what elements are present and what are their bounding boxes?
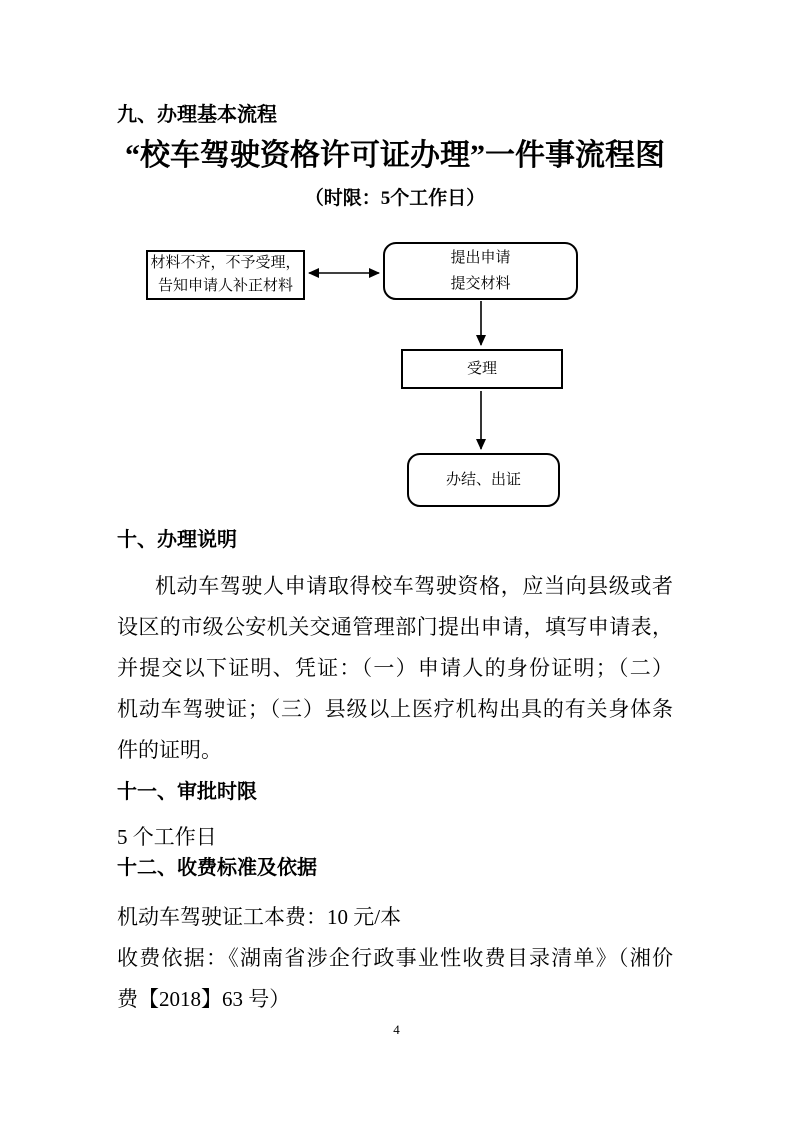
flow-node-reject <box>146 250 305 300</box>
flow-node-finish <box>407 453 560 507</box>
paragraph-line: 并提交以下证明、凭证：（一）申请人的身份证明；（二） <box>117 656 673 680</box>
processing-paragraph <box>117 566 673 771</box>
section-9-heading: 九、办理基本流程 <box>117 104 277 126</box>
paragraph-line: 设区的市级公安机关交通管理部门提出申请，填写申请表， <box>117 615 673 639</box>
fee-amount-line: 机动车驾驶证工本费：10 元/本 <box>117 905 402 929</box>
paragraph-line: 件的证明。 <box>117 738 222 762</box>
flow-node-apply <box>383 242 578 300</box>
flow-node-finish-label: 办结、出证 <box>445 471 521 488</box>
flow-node-reject-line2: 告知申请人补正材料 <box>157 278 293 294</box>
flowchart-time-limit: （时限：5个工作日） <box>304 188 486 209</box>
fee-basis-line: 收费依据：《湖南省涉企行政事业性收费目录清单》（湘价 <box>117 946 673 970</box>
page-number: 4 <box>393 1022 400 1037</box>
flow-node-accept <box>401 349 563 389</box>
fee-basis-line: 费【2018】63 号） <box>117 987 291 1011</box>
approval-duration: 5 个工作日 <box>117 825 217 849</box>
flowchart-title: “校车驾驶资格许可证办理”一件事流程图 <box>125 139 665 172</box>
section-12-heading: 十二、收费标准及依据 <box>117 857 317 879</box>
paragraph-line: 机动车驾驶证；（三）县级以上医疗机构出具的有关身体条 <box>117 697 673 721</box>
flow-node-accept-label: 受理 <box>466 360 497 377</box>
flow-node-apply-line2: 提交材料 <box>450 276 511 292</box>
flow-node-apply-line1: 提出申请 <box>450 250 511 266</box>
paragraph-line: 机动车驾驶人申请取得校车驾驶资格，应当向县级或者 <box>155 574 673 598</box>
flow-node-reject-line1: 材料不齐，不予受理， <box>150 255 301 271</box>
section-11-heading: 十一、审批时限 <box>117 781 257 803</box>
section-10-heading: 十、办理说明 <box>117 529 237 551</box>
approval-body-block <box>117 817 673 858</box>
fees-block <box>117 897 673 1020</box>
